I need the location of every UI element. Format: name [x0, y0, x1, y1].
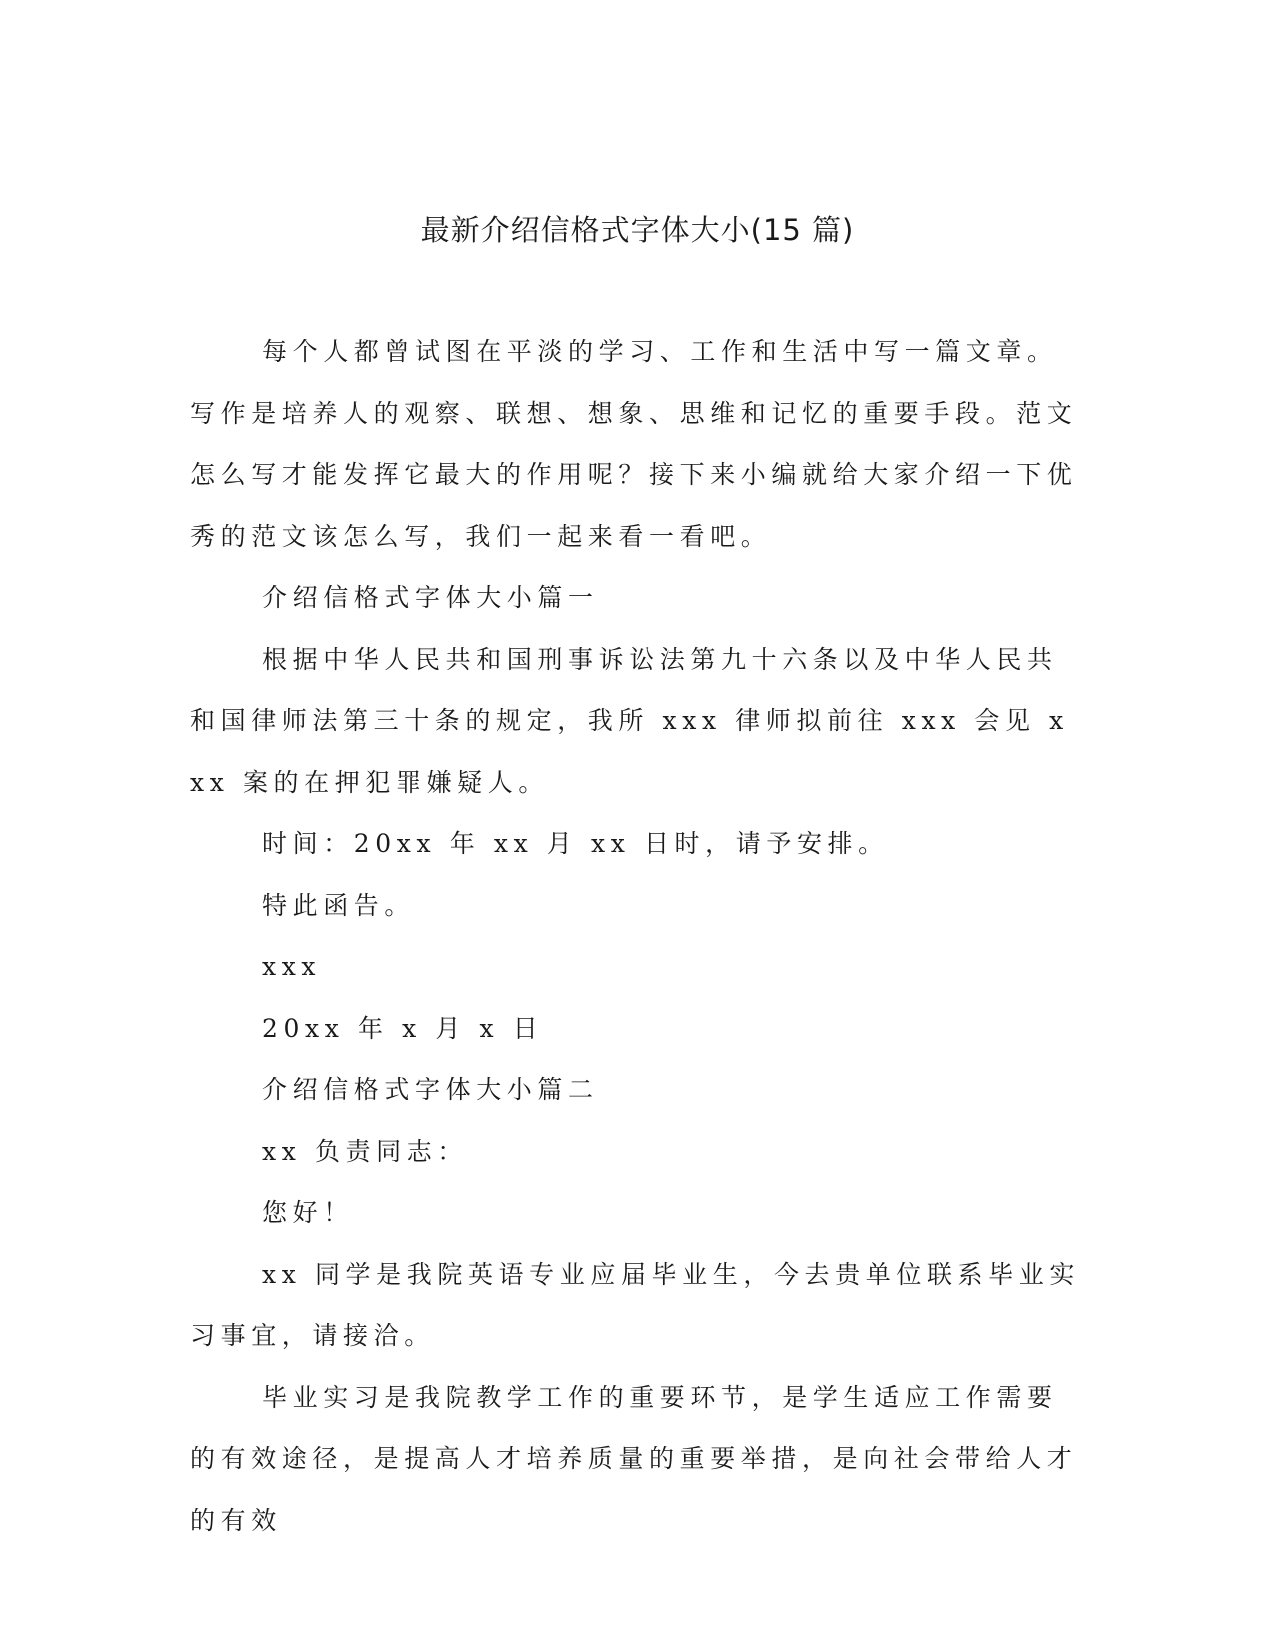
- document-body: [190, 321, 1086, 1551]
- section-heading-2: 介绍信格式字体大小篇二: [262, 1075, 599, 1104]
- letter-date: 20xx 年 x 月 x 日: [262, 1013, 544, 1043]
- letter-closing: 特此函告。: [262, 890, 416, 920]
- letter-signature: xxx: [262, 952, 322, 981]
- letter-body-paragraph: xx 同学是我院英语专业应届毕业生，今去贵单位联系毕业实习事宜，请接洽。: [190, 1259, 1080, 1350]
- letter-greeting: 您好！: [262, 1198, 354, 1227]
- letter-body-paragraph: 根据中华人民共和国刑事诉讼法第九十六条以及中华人民共和国律师法第三十条的规定，我所 xxx 律师拟前往 xxx 会见 xxx 案的在押犯罪嫌疑人。: [190, 644, 1069, 797]
- intro-paragraph: 每个人都曾试图在平淡的学习、工作和生活中写一篇文章。写作是培养人的观察、联想、想象、思维和记忆的重要手段。范文怎么写才能发挥它最大的作用呢？接下来小编就给大家介绍一下优秀的范文该怎么写，我们一起来看一看吧。: [190, 337, 1078, 551]
- document-title: 最新介绍信格式字体大小(15 篇): [420, 213, 855, 247]
- section-heading-1: 介绍信格式字体大小篇一: [262, 583, 599, 612]
- letter-salutation: xx 负责同志：: [262, 1136, 468, 1166]
- letter-time-line: 时间：20xx 年 xx 月 xx 日时，请予安排。: [262, 829, 889, 858]
- letter-body-paragraph: 毕业实习是我院教学工作的重要环节，是学生适应工作需要的有效途径，是提高人才培养质量的重要举措，是向社会带给人才的有效: [190, 1382, 1078, 1535]
